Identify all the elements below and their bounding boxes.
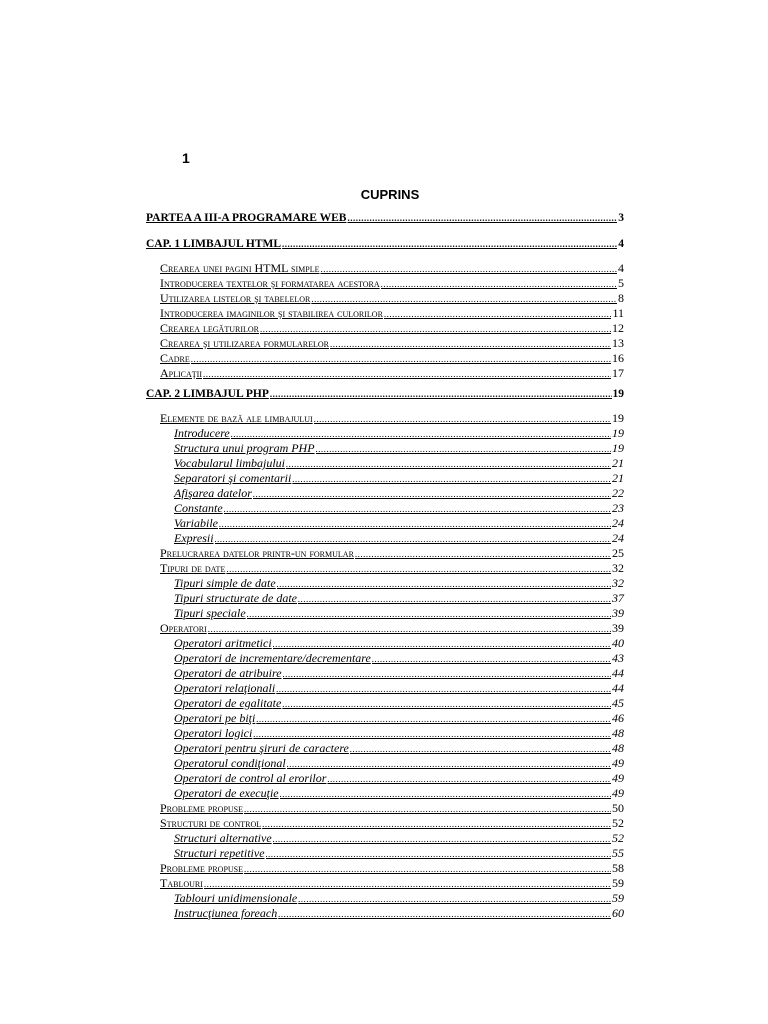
toc-entry-title[interactable]: Introducerea imaginilor şi stabilirea culorilor — [160, 306, 383, 320]
dot-leader — [292, 472, 611, 487]
dot-leader — [260, 322, 611, 337]
toc-entry-title[interactable]: Operatorul condiţional — [174, 756, 286, 770]
dot-leader — [273, 637, 611, 652]
toc-entry[interactable] — [146, 486, 624, 501]
toc-entry[interactable] — [146, 651, 624, 666]
toc-entry-page: 48 — [612, 741, 624, 755]
toc-entry-title[interactable]: Operatori de incrementare/decrementare — [174, 651, 371, 665]
toc-entry[interactable] — [146, 606, 624, 621]
toc-entry-title[interactable]: Elemente de bază ale limbajului — [160, 411, 313, 425]
toc-entry[interactable] — [146, 336, 624, 351]
dot-leader — [298, 892, 611, 907]
toc-entry[interactable] — [146, 816, 624, 831]
toc-entry-page: 25 — [612, 546, 624, 560]
dot-leader — [347, 209, 617, 227]
toc-entry-page: 44 — [612, 666, 624, 680]
toc-entry[interactable] — [146, 321, 624, 336]
dot-leader — [311, 292, 617, 307]
toc-entry-page: 49 — [612, 756, 624, 770]
dot-leader — [276, 682, 611, 697]
toc-entry[interactable] — [146, 501, 624, 516]
toc-entry-page: 3 — [618, 212, 624, 224]
toc-entry-title[interactable]: Instrucţiunea foreach — [174, 906, 278, 920]
dot-leader — [256, 712, 611, 727]
toc-entry-title[interactable]: Tipuri de date — [160, 561, 226, 575]
dot-leader — [355, 547, 611, 562]
toc-entry-title[interactable]: Operatori pentru şiruri de caractere — [174, 741, 349, 755]
toc-entry[interactable] — [146, 531, 624, 546]
dot-leader — [262, 817, 611, 832]
toc-entry-title[interactable]: PARTEA A III-A PROGRAMARE WEB — [146, 212, 347, 224]
toc-entry-page: 37 — [612, 591, 624, 605]
toc-entry[interactable] — [146, 471, 624, 486]
toc-entry[interactable] — [146, 681, 624, 696]
dot-leader — [208, 622, 611, 637]
toc-entry[interactable] — [146, 756, 624, 771]
toc-entry-title[interactable]: Operatori aritmetici — [174, 636, 272, 650]
toc-entry-title[interactable]: Variabile — [174, 516, 218, 530]
toc-entry-title[interactable]: CAP. 1 LIMBAJUL HTML — [146, 238, 282, 250]
toc-entry-title[interactable]: Aplicaţii — [160, 366, 202, 380]
toc-entry-page: 22 — [612, 486, 624, 500]
dot-leader — [283, 667, 611, 682]
dot-leader — [350, 742, 611, 757]
toc-entry-page: 46 — [612, 711, 624, 725]
dot-leader — [320, 262, 617, 277]
dot-leader — [226, 562, 611, 577]
dot-leader — [314, 412, 611, 427]
toc-entry-page: 39 — [612, 621, 624, 635]
toc-entry[interactable] — [146, 621, 624, 636]
toc-entry[interactable] — [146, 576, 624, 591]
toc-entry-title[interactable]: Structuri alternative — [174, 831, 272, 845]
toc-entry[interactable] — [146, 261, 624, 276]
toc-entry-page: 19 — [612, 411, 624, 425]
toc-entry[interactable] — [146, 546, 624, 561]
toc-entry[interactable] — [146, 306, 624, 321]
toc-entry-page: 49 — [612, 786, 624, 800]
toc-entry-title[interactable]: Structuri de control — [160, 816, 262, 830]
toc-entry-title[interactable]: Operatori pe biţi — [174, 711, 256, 725]
toc-entry[interactable] — [146, 385, 624, 403]
toc-entry[interactable] — [146, 235, 624, 253]
toc-entry-page: 60 — [612, 906, 624, 920]
toc-entry-page: 43 — [612, 651, 624, 665]
dot-leader — [286, 457, 611, 472]
toc-entry-title[interactable]: Tipuri structurate de date — [174, 591, 297, 605]
dot-leader — [327, 772, 611, 787]
table-of-contents — [146, 209, 624, 921]
toc-entry-title[interactable]: Operatori de egalitate — [174, 696, 282, 710]
toc-entry-page: 12 — [612, 321, 624, 335]
toc-entry-page: 52 — [612, 831, 624, 845]
toc-entry-page: 16 — [612, 351, 624, 365]
toc-entry-page: 55 — [612, 846, 624, 860]
toc-entry-title[interactable]: Introducere — [174, 426, 230, 440]
dot-leader — [215, 532, 611, 547]
toc-entry-page: 45 — [612, 696, 624, 710]
toc-entry-title[interactable]: Probleme propuse — [160, 801, 244, 815]
toc-entry-page: 59 — [612, 891, 624, 905]
dot-leader — [330, 337, 611, 352]
toc-entry[interactable] — [146, 906, 624, 921]
toc-entry-title[interactable]: Expresii — [174, 531, 214, 545]
toc-entry[interactable] — [146, 846, 624, 861]
dot-leader — [253, 727, 611, 742]
toc-entry[interactable] — [146, 666, 624, 681]
toc-entry-page: 13 — [612, 336, 624, 350]
toc-entry-title[interactable]: Introducerea textelor şi formatarea acestora — [160, 276, 380, 290]
toc-entry-title[interactable]: Operatori de execuţie — [174, 786, 279, 800]
dot-leader — [244, 862, 611, 877]
toc-entry-page: 48 — [612, 726, 624, 740]
toc-entry-page: 17 — [612, 366, 624, 380]
toc-entry-title[interactable]: Structura unui program PHP — [174, 441, 315, 455]
toc-entry-title[interactable]: Cadre — [160, 351, 190, 365]
toc-entry[interactable] — [146, 456, 624, 471]
toc-entry-page: 59 — [612, 876, 624, 890]
toc-entry-page: 23 — [612, 501, 624, 515]
toc-entry[interactable] — [146, 411, 624, 426]
toc-entry-title[interactable]: Constante — [174, 501, 223, 515]
toc-entry[interactable] — [146, 366, 624, 381]
page-number: 1 — [182, 150, 190, 166]
toc-entry[interactable] — [146, 426, 624, 441]
toc-entry[interactable] — [146, 441, 624, 456]
toc-entry-title[interactable]: Operatori de control al erorilor — [174, 771, 327, 785]
toc-entry-page: 39 — [612, 606, 624, 620]
toc-entry[interactable] — [146, 876, 624, 891]
dot-leader — [282, 697, 611, 712]
toc-entry[interactable] — [146, 771, 624, 786]
toc-entry[interactable] — [146, 726, 624, 741]
dot-leader — [247, 607, 611, 622]
toc-entry-page: 58 — [612, 861, 624, 875]
toc-entry[interactable] — [146, 711, 624, 726]
toc-entry-page: 11 — [612, 306, 624, 320]
toc-entry-page: 21 — [612, 456, 624, 470]
toc-entry-page: 49 — [612, 771, 624, 785]
toc-entry[interactable] — [146, 636, 624, 651]
toc-entry[interactable] — [146, 351, 624, 366]
toc-entry-title[interactable]: CAP. 2 LIMBAJUL PHP — [146, 388, 269, 400]
toc-entry-title[interactable]: Structuri repetitive — [174, 846, 265, 860]
toc-entry-page: 19 — [612, 388, 624, 400]
toc-entry-title[interactable]: Tablouri — [160, 876, 203, 890]
toc-entry-page: 32 — [612, 576, 624, 590]
toc-entry-title[interactable]: Probleme propuse — [160, 861, 244, 875]
toc-entry[interactable] — [146, 291, 624, 306]
toc-entry-page: 32 — [612, 561, 624, 575]
toc-entry[interactable] — [146, 891, 624, 906]
dot-leader — [287, 757, 611, 772]
toc-entry-title[interactable]: Crearea legăturilor — [160, 321, 259, 335]
toc-entry-page: 8 — [618, 291, 624, 305]
toc-entry-title[interactable]: Operatori — [160, 621, 207, 635]
toc-entry[interactable] — [146, 786, 624, 801]
toc-entry-page: 19 — [612, 441, 624, 455]
toc-entry-title[interactable]: Separatori şi comentarii — [174, 471, 292, 485]
toc-entry-title[interactable]: Afişarea datelor — [174, 486, 252, 500]
toc-entry-page: 19 — [612, 426, 624, 440]
dot-leader — [278, 907, 611, 922]
dot-leader — [244, 802, 611, 817]
dot-leader — [273, 832, 611, 847]
toc-entry[interactable] — [146, 696, 624, 711]
dot-leader — [384, 307, 612, 322]
toc-entry-title[interactable]: Operatori relaţionali — [174, 681, 276, 695]
dot-leader — [203, 367, 611, 382]
toc-entry[interactable] — [146, 741, 624, 756]
toc-entry-page: 21 — [612, 471, 624, 485]
toc-entry-title[interactable]: Utilizarea listelor şi tabelelor — [160, 291, 311, 305]
toc-entry-page: 24 — [612, 516, 624, 530]
dot-leader — [280, 787, 611, 802]
dot-leader — [204, 877, 611, 892]
dot-leader — [277, 577, 611, 592]
toc-entry-title[interactable]: Tipuri speciale — [174, 606, 246, 620]
toc-entry[interactable] — [146, 209, 624, 227]
toc-entry-page: 4 — [618, 261, 624, 275]
dot-leader — [191, 352, 611, 367]
toc-entry-page: 44 — [612, 681, 624, 695]
dot-leader — [270, 385, 612, 403]
dot-leader — [266, 847, 611, 862]
toc-entry[interactable] — [146, 276, 624, 291]
toc-entry-page: 50 — [612, 801, 624, 815]
toc-entry-title[interactable]: Crearea şi utilizarea formularelor — [160, 336, 329, 350]
toc-entry-title[interactable]: Vocabularul limbajului — [174, 456, 285, 470]
dot-leader — [253, 487, 611, 502]
toc-entry-title[interactable]: Tipuri simple de date — [174, 576, 276, 590]
toc-entry[interactable] — [146, 801, 624, 816]
toc-entry[interactable] — [146, 861, 624, 876]
toc-entry-page: 4 — [618, 238, 624, 250]
toc-entry-page: 24 — [612, 531, 624, 545]
toc-title: CUPRINS — [360, 187, 420, 202]
dot-leader — [224, 502, 611, 517]
dot-leader — [316, 442, 611, 457]
toc-entry-title[interactable]: Operatori logici — [174, 726, 253, 740]
toc-entry-title[interactable]: Prelucrarea datelor printr-un formular — [160, 546, 354, 560]
toc-entry-page: 5 — [618, 276, 624, 290]
dot-leader — [231, 427, 611, 442]
toc-entry[interactable] — [146, 516, 624, 531]
toc-entry-title[interactable]: Tablouri unidimensionale — [174, 891, 298, 905]
toc-entry-title[interactable]: Crearea unei pagini HTML simple — [160, 261, 320, 275]
dot-leader — [381, 277, 617, 292]
dot-leader — [298, 592, 611, 607]
dot-leader — [372, 652, 611, 667]
toc-entry-page: 40 — [612, 636, 624, 650]
toc-entry[interactable] — [146, 831, 624, 846]
dot-leader — [282, 235, 617, 253]
toc-entry-title[interactable]: Operatori de atribuire — [174, 666, 282, 680]
dot-leader — [219, 517, 611, 532]
toc-entry[interactable] — [146, 561, 624, 576]
toc-entry[interactable] — [146, 591, 624, 606]
toc-entry-page: 52 — [612, 816, 624, 830]
